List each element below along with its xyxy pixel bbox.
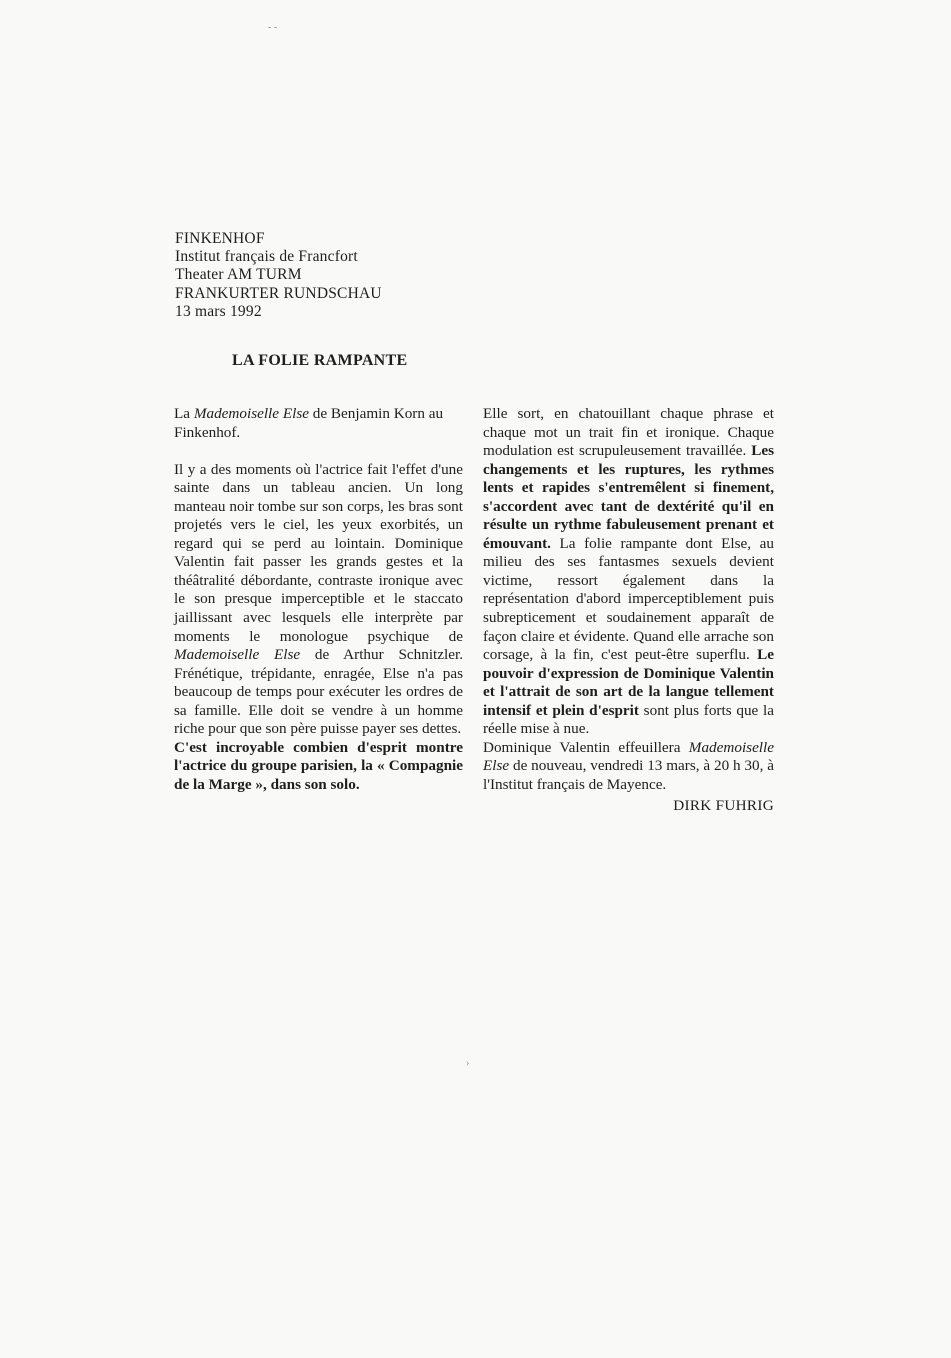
paragraph-4-title: Mademoiselle Else — [483, 738, 774, 775]
scan-mark-top: - - — [268, 22, 278, 33]
paragraph-4-text-a: Dominique Valentin effeuillera — [483, 738, 689, 756]
source-venue: FINKENHOF — [175, 230, 265, 247]
paragraph-4-text-c: de nouveau, vendredi 13 mars, à 20 h 30, à l'Institut français de Mayence. — [483, 757, 774, 793]
article-paragraph-bold — [174, 739, 463, 795]
article-headline: LA FOLIE RAMPANTE — [232, 352, 408, 369]
paragraph-3-bold-d: Le pouvoir d'expression de Dominique Valentin et l'attrait de son art de la langue tellement intensif et plein d'esprit — [483, 646, 774, 719]
paragraph-3-text-a: Elle sort, en chatouillant chaque phrase et chaque mot un trait fin et ironique. Chaque modulation est scrupuleusement travaillée. — [483, 405, 774, 460]
article-paragraph — [174, 461, 463, 739]
source-theater: Theater AM TURM — [175, 266, 302, 284]
paragraph-1-text-c: de Arthur Schnitzler. Frénétique, trépidante, enragée, Else n'a pas beaucoup de temps pour exécuter les ordres de sa famille. Elle doit se vendre à un homme riche pour que son père puisse payer ses dettes. — [174, 646, 463, 738]
paragraph-3-text-e: sont plus forts que la réelle mise à nue. — [483, 701, 774, 738]
scan-mark-bottom: › — [466, 1058, 470, 1069]
paragraph-3-bold-b: Les changements et les ruptures, les rythmes lents et rapides s'entremêlent si finement, s'accordent avec tant de dextérité qu'il en résulte un rythme fabuleusement prenant et émouvant. — [483, 442, 774, 552]
article-column-left — [174, 405, 463, 794]
lead-text-c: de Benjamin Korn au Finkenhof. — [174, 405, 444, 441]
article-column-right — [483, 405, 774, 816]
article-paragraph — [483, 739, 774, 795]
source-info — [175, 230, 382, 321]
lead-title: Mademoiselle Else — [193, 405, 309, 422]
paragraph-1-text-a: Il y a des moments où l'actrice fait l'effet d'une sainte dans un tableau ancien. Un long manteau noir tombe sur son corps, les bras sont projetés vers le ciel, les yeux exorbités, un regard qui se perd au lointain. Dominique Valentin fait passer les grands gestes et la théâtralité débordante, contraste ironique avec le son presque imperceptible et le staccato jaillissant avec lesquels elle interprète par moments le monologue psychique de — [174, 460, 463, 645]
article-signature: DIRK FUHRIG — [673, 797, 774, 815]
paragraph-3-text-c: La folie rampante dont Else, au milieu des ses fantasmes sexuels devient victime, ressort également dans la représentation d'abord imperceptiblement puis subrepticement et soudainement apparaît de façon claire et évidente. Quand elle arrache son corsage, à la fin, c'est peut-être superflu. — [483, 534, 774, 664]
lead-text-a: La — [174, 405, 194, 422]
source-institute: Institut français de Francfort — [175, 248, 358, 266]
source-date: 13 mars 1992 — [175, 302, 262, 320]
article-lead — [174, 405, 463, 442]
source-newspaper: FRANKURTER RUNDSCHAU — [175, 284, 382, 302]
paragraph-1-title: Mademoiselle Else — [174, 646, 301, 664]
article-paragraph — [483, 405, 774, 739]
paragraph-2-bold: C'est incroyable combien d'esprit montre l'actrice du groupe parisien, la « Compagnie de la Marge », dans son solo. — [174, 738, 463, 793]
